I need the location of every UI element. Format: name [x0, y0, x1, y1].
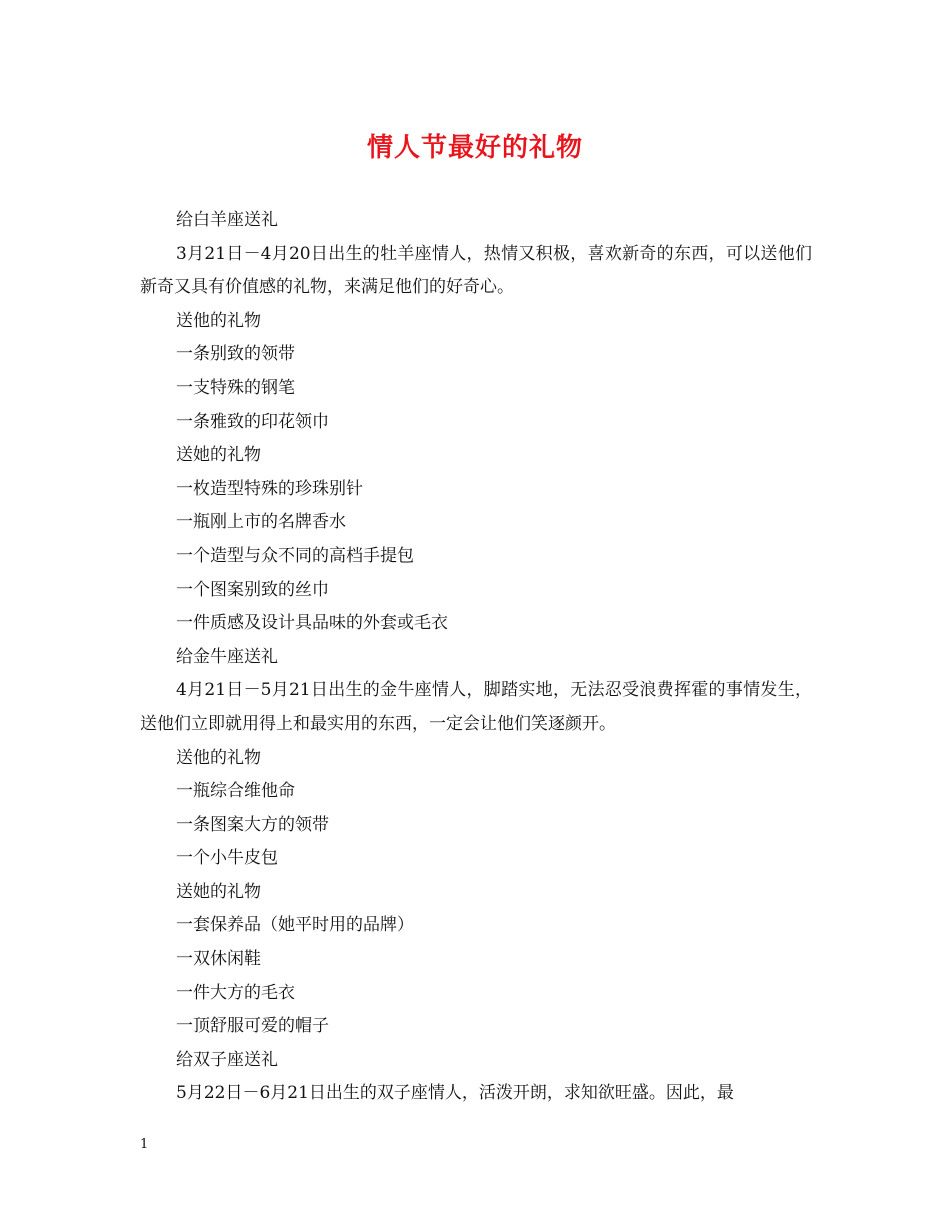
- paragraph: 一瓶综合维他命: [176, 781, 295, 802]
- paragraph: 一枚造型特殊的珍珠别针: [176, 478, 363, 499]
- paragraph: 3月21日－4月20日出生的牡羊座情人，热情又积极，喜欢新奇的东西，可以送他们新奇又具有价值感的礼物，来满足他们的好奇心。: [140, 243, 812, 298]
- paragraph: 一条图案大方的领带: [176, 814, 329, 835]
- paragraph: 送她的礼物: [176, 445, 261, 466]
- document-body: [140, 204, 812, 1111]
- paragraph: 给金牛座送礼: [176, 646, 278, 667]
- paragraph: 送他的礼物: [176, 747, 261, 768]
- paragraph: 一件大方的毛衣: [176, 982, 295, 1003]
- paragraph: 一个造型与众不同的高档手提包: [176, 545, 414, 566]
- paragraph: 给双子座送礼: [176, 1049, 278, 1070]
- paragraph: 一个小牛皮包: [176, 848, 278, 869]
- paragraph: 一套保养品（她平时用的品牌）: [176, 915, 414, 936]
- paragraph: 5月22日－6月21日出生的双子座情人，活泼开朗，求知欲旺盛。因此，最: [176, 1083, 734, 1104]
- page-number: 1: [140, 1137, 149, 1152]
- paragraph: 一条别致的领带: [176, 344, 295, 365]
- document-title: 情人节最好的礼物: [366, 133, 583, 163]
- paragraph: 一顶舒服可爱的帽子: [176, 1016, 329, 1037]
- paragraph: 给白羊座送礼: [176, 210, 278, 230]
- paragraph: 一支特殊的钢笔: [176, 377, 295, 398]
- paragraph: 4月21日－5月21日出生的金牛座情人，脚踏实地，无法忍受浪费挥霍的事情发生，送他们立即就用得上和最实用的东西，一定会让他们笑逐颜开。: [140, 680, 812, 734]
- paragraph: 一瓶刚上市的名牌香水: [176, 512, 346, 533]
- paragraph: 一双休闲鞋: [176, 949, 261, 970]
- paragraph: 送她的礼物: [176, 881, 261, 902]
- paragraph: 送他的礼物: [176, 310, 261, 331]
- paragraph: 一条雅致的印花领巾: [176, 411, 329, 432]
- paragraph: 一件质感及设计具品味的外套或毛衣: [176, 613, 448, 634]
- paragraph: 一个图案别致的丝巾: [176, 579, 329, 600]
